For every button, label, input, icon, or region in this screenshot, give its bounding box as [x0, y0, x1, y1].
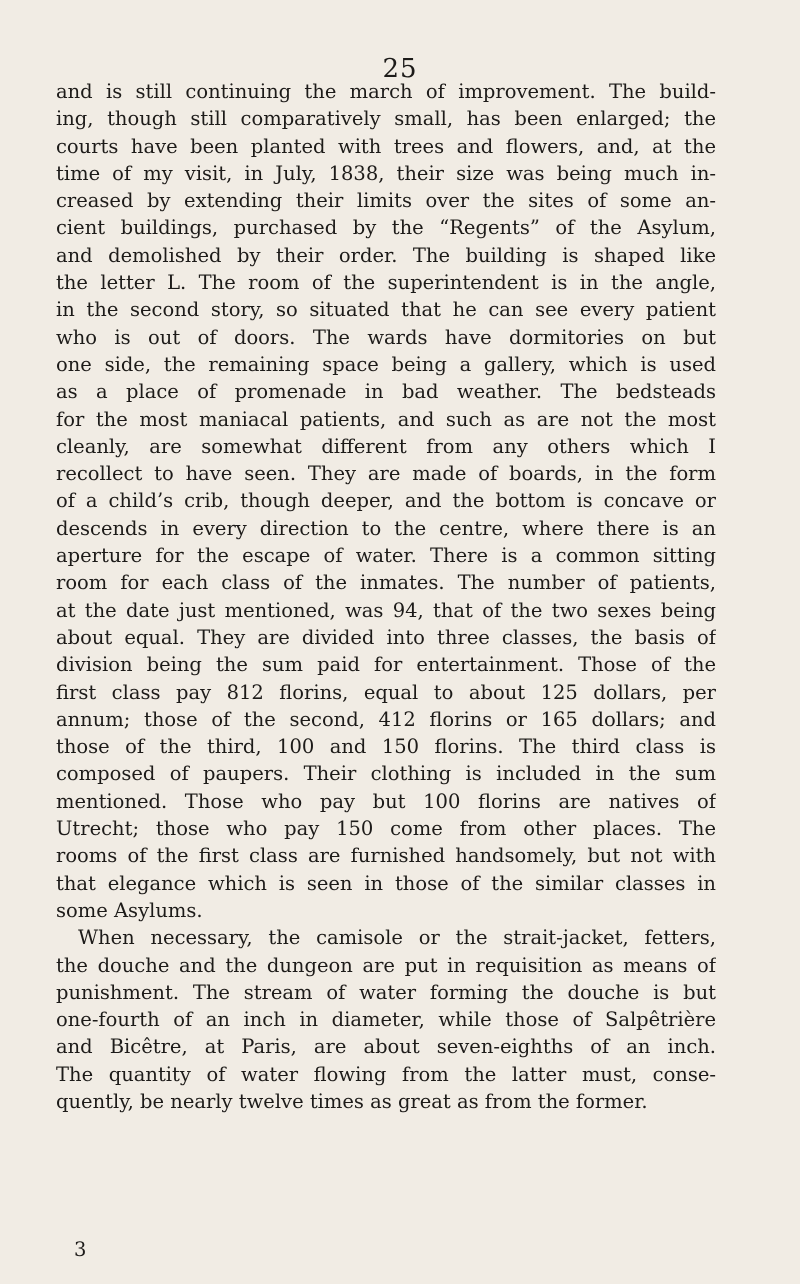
- text-line: at the date just mentioned, was 94, that of the two sexes being: [56, 598, 716, 622]
- text-line: the douche and the dungeon are put in requisition as means of: [56, 953, 716, 977]
- text-line: the letter L. The room of the superintendent is in the angle,: [56, 271, 716, 295]
- text-line: division being the sum paid for entertainment. Those of the: [56, 653, 716, 677]
- text-line: of a child’s crib, though deeper, and the bottom is concave or: [56, 489, 716, 513]
- text-line: aperture for the escape of water. There is a common sitting: [56, 544, 716, 568]
- text-line: in the second story, so situated that he can see every patient: [56, 298, 716, 322]
- text-line: Utrecht; those who pay 150 come from other places. The: [56, 817, 716, 841]
- text-line: first class pay 812 florins, equal to about 125 dollars, per: [56, 680, 716, 704]
- text-line: courts have been planted with trees and flowers, and, at the: [56, 134, 716, 158]
- signature-mark: 3: [74, 1238, 87, 1261]
- text-line-paragraph-end: quently, be nearly twelve times as great as from the former.: [56, 1089, 648, 1113]
- text-line: about equal. They are divided into three classes, the basis of: [56, 625, 716, 649]
- text-line: one side, the remaining space being a gallery, which is used: [56, 352, 716, 376]
- text-line: that elegance which is seen in those of the similar classes in: [56, 871, 716, 895]
- text-line: time of my visit, in July, 1838, their size was being much in-: [56, 161, 716, 185]
- text-line: annum; those of the second, 412 florins or 165 dollars; and: [56, 707, 716, 731]
- text-line: descends in every direction to the centre, where there is an: [56, 516, 716, 540]
- text-line: punishment. The stream of water forming the douche is but: [56, 980, 716, 1004]
- text-line: cient buildings, purchased by the “Regents” of the Asylum,: [56, 216, 716, 240]
- text-line: and is still continuing the march of improvement. The build-: [56, 80, 716, 103]
- text-line-paragraph-start: When necessary, the camisole or the strait-jacket, fetters,: [78, 926, 716, 950]
- text-line: who is out of doors. The wards have dormitories on but: [56, 325, 716, 349]
- text-line: composed of paupers. Their clothing is included in the sum: [56, 762, 716, 786]
- text-line: and demolished by their order. The building is shaped like: [56, 243, 716, 267]
- text-line: one-fourth of an inch in diameter, while those of Salpêtrière: [56, 1008, 716, 1032]
- body-text: [56, 78, 716, 1115]
- text-line: rooms of the first class are furnished handsomely, but not with: [56, 844, 716, 868]
- text-line: those of the third, 100 and 150 florins. The third class is: [56, 735, 716, 759]
- text-line: mentioned. Those who pay but 100 florins are natives of: [56, 789, 716, 813]
- text-line-paragraph-end: some Asylums.: [56, 898, 203, 922]
- page-number: 25: [382, 54, 418, 84]
- text-line: recollect to have seen. They are made of boards, in the form: [56, 462, 716, 486]
- text-line: room for each class of the inmates. The number of patients,: [56, 571, 716, 595]
- text-line: cleanly, are somewhat different from any others which I: [56, 434, 716, 458]
- text-line: and Bicêtre, at Paris, are about seven-eighths of an inch.: [56, 1035, 716, 1059]
- text-line: The quantity of water flowing from the latter must, conse-: [56, 1062, 716, 1086]
- text-line: for the most maniacal patients, and such as are not the most: [56, 407, 716, 431]
- text-line: creased by extending their limits over the sites of some an-: [56, 189, 716, 213]
- text-line: as a place of promenade in bad weather. The bedsteads: [56, 380, 716, 404]
- text-line: ing, though still comparatively small, has been enlarged; the: [56, 107, 716, 131]
